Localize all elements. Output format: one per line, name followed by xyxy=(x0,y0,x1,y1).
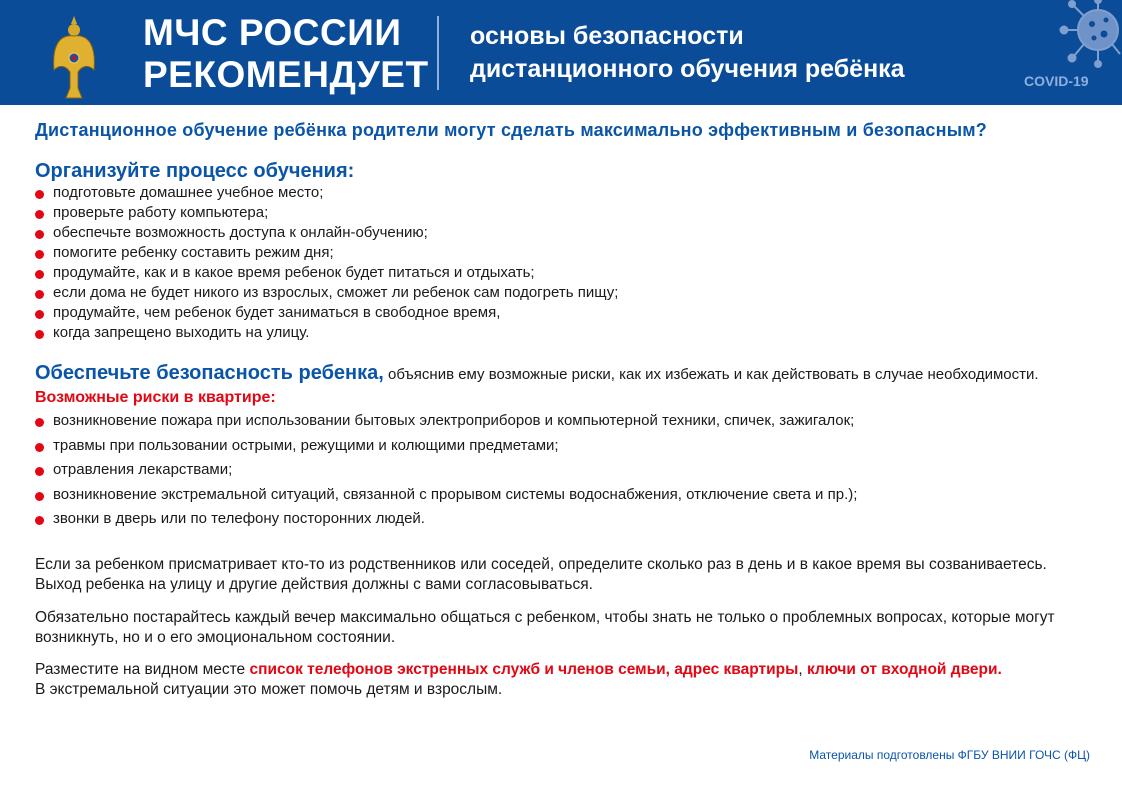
paragraph-line: В экстремальной ситуации это может помочь детям и взрослым. xyxy=(35,681,503,698)
org-title-line1: МЧС РОССИИ xyxy=(143,12,402,53)
topic-title xyxy=(470,20,905,86)
list-item xyxy=(35,461,857,486)
bullet-icon xyxy=(35,443,44,452)
risks-heading: Возможные риски в квартире: xyxy=(35,389,276,406)
list-item xyxy=(35,244,618,264)
bullet-icon xyxy=(35,516,44,525)
list-item xyxy=(35,264,618,284)
paragraph-line: Выход ребенка на улицу и другие действия должны с вами согласовываться. xyxy=(35,576,593,593)
paragraph-supervision xyxy=(35,555,1047,595)
paragraph-line xyxy=(35,660,1002,680)
covid-badge: COVID-19 xyxy=(1024,73,1089,89)
paragraph-line: Обязательно постарайтесь каждый вечер максимально общаться с ребенком, чтобы знать не только о проблемных вопросах, которые могут xyxy=(35,609,1055,626)
paragraph-line: Если за ребенком присматривает кто-то из родственников или соседей, определите сколько раз в день и в какое время вы созваниваетесь. xyxy=(35,556,1047,573)
list-item xyxy=(35,184,618,204)
list-item xyxy=(35,324,618,344)
bullet-icon xyxy=(35,467,44,476)
bullet-icon xyxy=(35,250,44,259)
list-item xyxy=(35,284,618,304)
topic-title-line1: основы безопасности xyxy=(470,22,744,50)
list-item xyxy=(35,224,618,244)
paragraph-phones xyxy=(35,660,1002,700)
bullet-icon xyxy=(35,270,44,279)
list-item xyxy=(35,437,857,462)
header-divider xyxy=(437,16,439,90)
main-question: Дистанционное обучение ребёнка родители могут сделать максимально эффективным и безопасным? xyxy=(35,120,987,140)
list-item xyxy=(35,204,618,224)
list-item-text: возникновение экстремальной ситуаций, связанной с прорывом системы водоснабжения, отключение света и пр.); xyxy=(53,485,858,503)
risks-list xyxy=(35,412,857,535)
list-item xyxy=(35,486,857,511)
org-title-line2: РЕКОМЕНДУЕТ xyxy=(143,54,429,95)
list-item xyxy=(35,304,618,324)
bullet-icon xyxy=(35,190,44,199)
organize-heading: Организуйте процесс обучения: xyxy=(35,160,355,182)
list-item xyxy=(35,412,857,437)
bullet-icon xyxy=(35,330,44,339)
list-item-text: если дома не будет никого из взрослых, сможет ли ребенок сам подогреть пищу; xyxy=(53,284,619,301)
header-banner xyxy=(0,0,1122,105)
highlight-text: ключи от входной двери. xyxy=(806,661,1002,678)
paragraph-text: , xyxy=(798,661,807,678)
safety-heading-line xyxy=(35,362,1039,385)
safety-heading-rest: объяснив ему возможные риски, как их избежать и как действовать в случае необходимости. xyxy=(383,366,1039,383)
list-item-text: когда запрещено выходить на улицу. xyxy=(53,324,310,341)
bullet-icon xyxy=(35,290,44,299)
org-title xyxy=(143,12,429,96)
list-item-text: возникновение пожара при использовании бытовых электроприборов и компьютерной техники, спичек, зажигалок; xyxy=(53,412,855,429)
virus-icon xyxy=(1050,0,1122,70)
safety-heading: Обеспечьте безопасность ребенка, xyxy=(35,362,384,384)
bullet-icon xyxy=(35,230,44,239)
list-item-text: продумайте, чем ребенок будет заниматься в свободное время, xyxy=(53,304,501,321)
footer-credit: Материалы подготовлены ФГБУ ВНИИ ГОЧС (ФЦ) xyxy=(809,748,1090,762)
organize-list xyxy=(35,184,618,344)
list-item-text: травмы при пользовании острыми, режущими и колющими предметами; xyxy=(53,436,559,454)
list-item-text: проверьте работу компьютера; xyxy=(53,204,269,221)
bullet-icon xyxy=(35,492,44,501)
paragraph-line: возникнуть, но и о его эмоциональном состоянии. xyxy=(35,629,396,646)
bullet-icon xyxy=(35,310,44,319)
bullet-icon xyxy=(35,210,44,219)
bullet-icon xyxy=(35,418,44,427)
list-item-text: отравления лекарствами; xyxy=(53,461,233,478)
list-item xyxy=(35,510,857,535)
topic-title-line2: дистанционного обучения ребёнка xyxy=(470,55,905,83)
paragraph-communication xyxy=(35,608,1055,648)
list-item-text: помогите ребенку составить режим дня; xyxy=(53,244,334,261)
list-item-text: продумайте, как и в какое время ребенок будет питаться и отдыхать; xyxy=(53,264,535,281)
emchs-emblem-icon xyxy=(52,14,96,100)
list-item-text: подготовьте домашнее учебное место; xyxy=(53,184,324,201)
list-item-text: звонки в дверь или по телефону посторонних людей. xyxy=(53,510,425,527)
paragraph-text: Разместите на видном месте xyxy=(35,661,250,678)
highlight-text: список телефонов экстренных служб и членов семьи, адрес квартиры xyxy=(249,661,799,678)
list-item-text: обеспечьте возможность доступа к онлайн-обучению; xyxy=(53,224,428,241)
